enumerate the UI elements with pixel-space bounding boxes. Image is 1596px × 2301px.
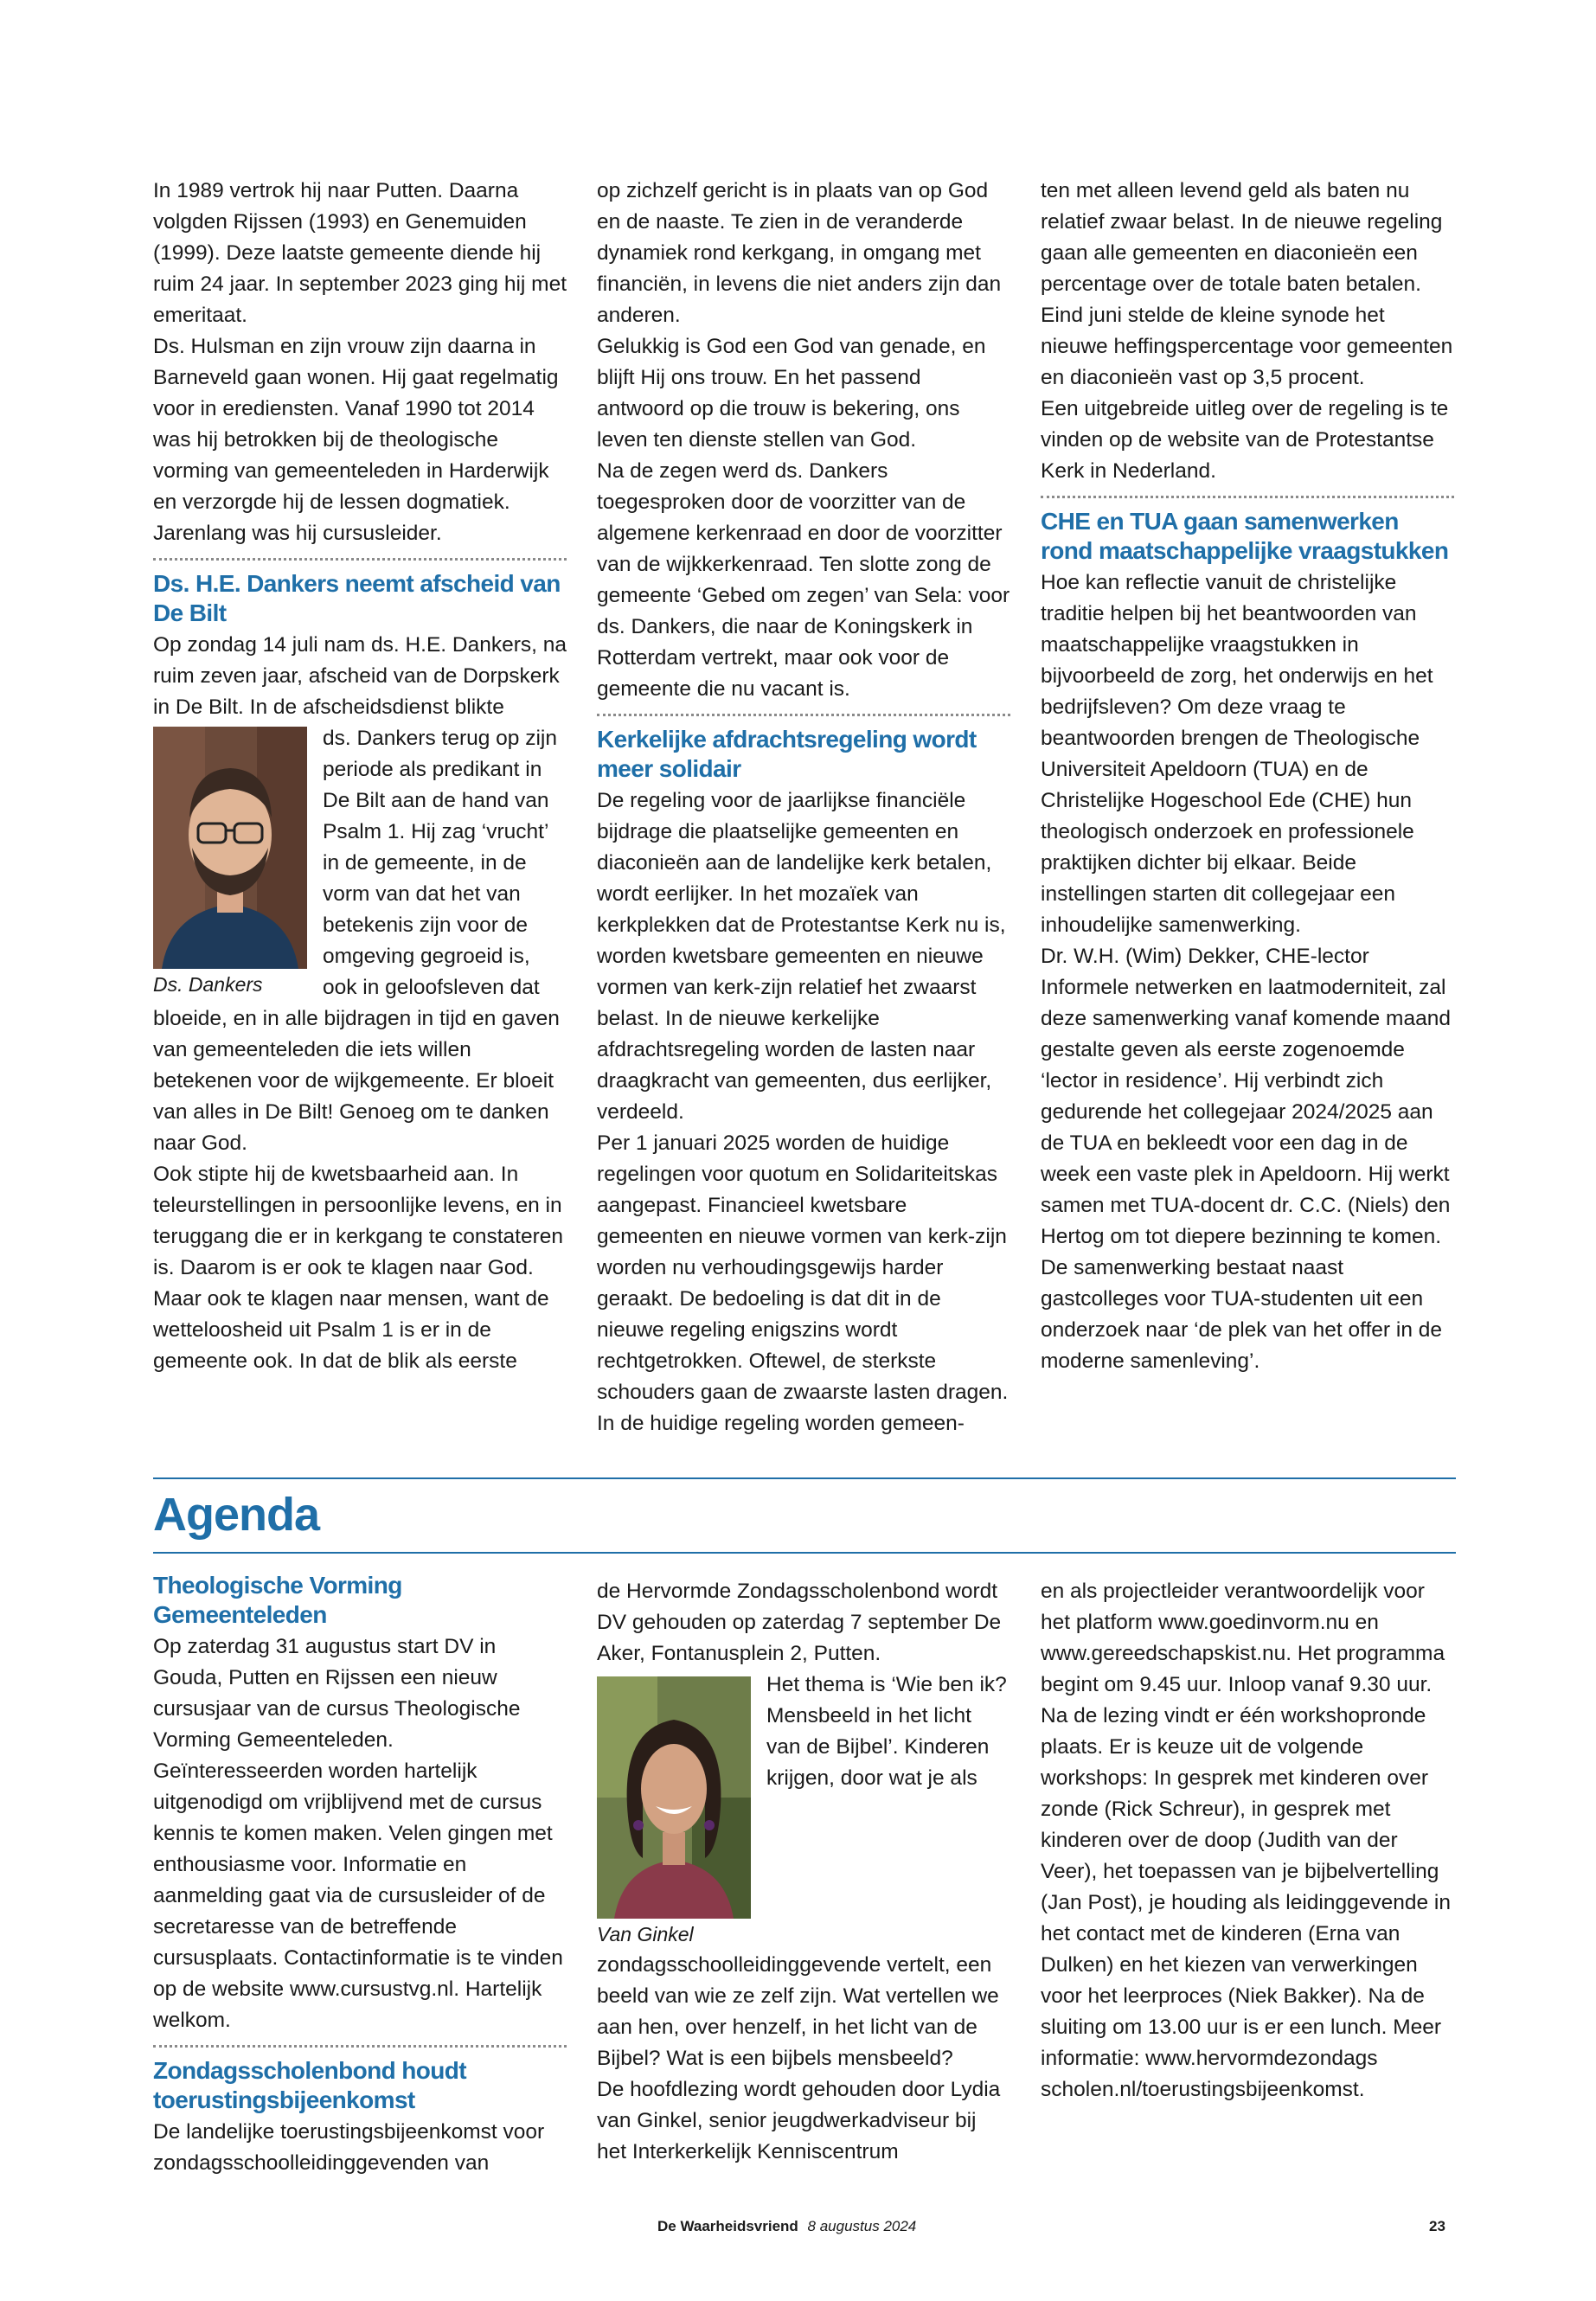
article-paragraph: ds. Dankers terug op zijn periode als predikant in De Bilt aan de hand van Psalm 1. Hij zag ‘vrucht’ in de gemeente, in de vorm van dat het van betekenis zijn voor de omgeving gegroeid is, ook in geloofsleven dat bloeide, en in alle bijdragen in tijd en gaven van gemeenteleden die iets willen betekenen voor de wijkgemeente. Er bloeit van alles in De Bilt! Genoeg om te danken naar God. bbox=[153, 727, 560, 1155]
photo-figure bbox=[597, 1676, 751, 1950]
column-1-agenda bbox=[153, 1571, 567, 2179]
issue-date: 8 augustus 2024 bbox=[807, 2218, 917, 2234]
portrait-photo-van-ginkel bbox=[597, 1676, 751, 1919]
article-paragraph: op zichzelf gericht is in plaats van op God en de naaste. Te zien in de veranderde dynamiek rond kerkgang, in omgang met financiën, in levens die niet anders zijn dan anderen. bbox=[597, 179, 1002, 327]
article-paragraph: De regeling voor de jaarlijkse financiële bijdrage die plaatselijke gemeenten en diaconieën aan de landelijke kerk betalen, wordt eerlijker. In het mozaïek van kerkplekken dat de Protestantse Kerk nu is, worden kwetsbare gemeenten en nieuwe vormen van kerk-zijn relatief het zwaarst belast. In de nieuwe kerkelijke afdrachtsregeling worden de lasten naar draagkracht van gemeenten, dus eerlijker, verdeeld. bbox=[597, 789, 1006, 1124]
publication-name: De Waarheidsvriend bbox=[657, 2218, 798, 2234]
article-paragraph: De landelijke toerustingsbijeenkomst voor zondagsschoolleidinggevenden van bbox=[153, 2120, 545, 2175]
portrait-illustration bbox=[597, 1676, 751, 1919]
article-paragraph: De hoofdlezing wordt gehouden door Lydia van Ginkel, senior jeugdwerkadviseur bij het Interkerkelijk Kenniscentrum bbox=[597, 2078, 1001, 2163]
photo-caption: Ds. Dankers bbox=[153, 973, 263, 996]
column-1-top bbox=[153, 176, 567, 1377]
section-heading-afdracht: Kerkelijke afdrachtsregeling wordt meer solidair bbox=[597, 726, 977, 782]
column-2-agenda bbox=[597, 1576, 1010, 2168]
article-paragraph: ten met alleen levend geld als baten nu relatief zwaar belast. In de nieuwe regeling gaan alle gemeenten en diaconieën een percentage over de totale baten betalen. Eind juni stelde de kleine synode het nieuwe heffingspercentage voor gemeenten en diaconieën vast op 3,5 procent. bbox=[1041, 179, 1453, 389]
article-paragraph: Gelukkig is God een God van genade, en blijft Hij ons trouw. En het passend antwoord op die trouw is bekering, ons leven ten dienste stellen van God. bbox=[597, 335, 986, 452]
article-paragraph: Hoe kan reflectie vanuit de christelijke traditie helpen bij het beantwoorden van maatschappelijke vraagstukken in bijvoorbeeld de zorg, het onderwijs en het bedrijfsleven? Om deze vraag te beantwoorden brengen de Theologische Universiteit Apeldoorn (TUA) en de Christelijke Hogeschool Ede (CHE) hun theologisch onderzoek en professionele praktijken dichter bij elkaar. Beide instellingen starten dit collegejaar een inhoudelijke samenwerking. bbox=[1041, 571, 1433, 937]
dotted-divider bbox=[597, 714, 1010, 716]
article-paragraph: Een uitgebreide uitleg over de regeling is te vinden op de website van de Protestantse Kerk in Nederland. bbox=[1041, 397, 1449, 483]
section-heading-che-tua: CHE en TUA gaan samenwerken rond maatschappelijke vraagstukken bbox=[1041, 508, 1449, 564]
article-paragraph: Op zondag 14 juli nam ds. H.E. Dankers, na ruim zeven jaar, afscheid van de Dorpskerk in De Bilt. In de afscheidsdienst blikte bbox=[153, 633, 567, 719]
article-paragraph: Na de zegen werd ds. Dankers toegesproken door de voorzitter van de algemene kerkenraad en door de voorzitter van de wijkkerkenraad. Ten slotte zong de gemeente ‘Gebed om zegen’ van Sela: voor ds. Dankers, die naar de Koningskerk in Rotterdam vertrekt, maar ook voor de gemeente die nu vacant is. bbox=[597, 459, 1010, 701]
section-heading-tvg: Theologische Vorming Gemeenteleden bbox=[153, 1572, 402, 1628]
article-paragraph: Na de lezing vindt er één workshopronde plaats. Er is keuze uit de volgende workshops: In gesprek met kinderen over zonde (Rick Schreur), in gesprek met kinderen over de doop (Judith van der Veer), het toepassen van je bijbelvertelling (Jan Post), je houding als leidinggevende in het contact met de kinderen (Erna van Dulken) en het kiezen van verwerkingen voor het leerproces (Niek Bakker). Na de sluiting om 13.00 uur is er een lunch. Meer informatie: www.hervormdezondags scholen.nl/toerustingsbijeenkomst. bbox=[1041, 1704, 1451, 2101]
agenda-title: Agenda bbox=[153, 1489, 320, 1541]
article-paragraph: Dr. W.H. (Wim) Dekker, CHE-lector Informele netwerken en laatmoderniteit, zal deze samenwerking vanaf komende maand gestalte geven als eerste zogenoemde ‘lector in residence’. Hij verbindt zich gedurende het collegejaar 2024/2025 aan de TUA en bekleedt voor een dag in de week een vaste plek in Apeldoorn. Hij werkt samen met TUA-docent dr. C.C. (Niels) den Hertog om tot diepere bezinning te komen. bbox=[1041, 945, 1451, 1248]
column-3-top bbox=[1041, 176, 1454, 1377]
article-paragraph: Maar ook te klagen naar mensen, want de wetteloosheid uit Psalm 1 is er in de gemeente ook. In dat de blik als eerste bbox=[153, 1287, 549, 1373]
agenda-bottom-rule bbox=[153, 1552, 1456, 1554]
section-heading-dankers: Ds. H.E. Dankers neemt afscheid van De Bilt bbox=[153, 570, 561, 626]
page-footer bbox=[657, 2217, 916, 2236]
article-paragraph: Het thema is ‘Wie ben ik? Mensbeeld in het licht van de Bijbel’. Kinderen krijgen, door wat je als zondagsschoolleidinggevende vertelt, een beeld van wie ze zelf zijn. Wat vertellen we aan hen, over henzelf, in het licht van de Bijbel? Wat is een bijbels mensbeeld? bbox=[597, 1673, 1007, 2070]
portrait-illustration bbox=[153, 727, 307, 969]
column-2-top bbox=[597, 176, 1010, 1439]
dotted-divider bbox=[153, 558, 567, 561]
article-paragraph: Ook stipte hij de kwetsbaarheid aan. In teleurstellingen in persoonlijke levens, en in teruggang die er in kerkgang te constateren is. Daarom is er ook te klagen naar God. bbox=[153, 1163, 563, 1279]
article-paragraph: De samenwerking bestaat naast gastcolleges voor TUA-studenten uit een onderzoek naar ‘de plek van het offer in de moderne samenleving’. bbox=[1041, 1256, 1443, 1373]
photo-figure bbox=[153, 727, 307, 1000]
page-number: 23 bbox=[1429, 2218, 1445, 2234]
article-paragraph: Per 1 januari 2025 worden de huidige regelingen voor quotum en Solidariteitskas aangepast. Financieel kwetsbare gemeenten en nieuwe vormen van kerk-zijn worden nu verhoudingsgewijs harder geraakt. De bedoeling is dat dit in de nieuwe regeling enigszins wordt rechtgetrokken. Oftewel, de sterkste schouders gaan de zwaarste lasten dragen. bbox=[597, 1131, 1009, 1404]
dotted-divider bbox=[1041, 496, 1454, 498]
article-paragraph: en als projectleider verantwoordelijk voor het platform www.goedinvorm.nu en www.gereedschapskist.nu. Het programma begint om 9.45 uur. Inloop vanaf 9.30 uur. bbox=[1041, 1580, 1445, 1696]
dotted-divider bbox=[153, 2045, 567, 2048]
article-paragraph: In 1989 vertrok hij naar Putten. Daarna volgden Rijssen (1993) en Genemuiden (1999). Deze laatste gemeente diende hij ruim 24 jaar. In september 2023 ging hij met emeritaat. bbox=[153, 179, 567, 327]
agenda-top-rule bbox=[153, 1477, 1456, 1479]
column-3-agenda bbox=[1041, 1576, 1454, 2106]
article-paragraph: In de huidige regeling worden gemeen- bbox=[597, 1412, 965, 1435]
section-heading-zondagsscholenbond: Zondagsscholenbond houdt toerustingsbijeenkomst bbox=[153, 2057, 467, 2113]
photo-caption: Van Ginkel bbox=[597, 1923, 694, 1945]
portrait-photo-dankers bbox=[153, 727, 307, 969]
article-paragraph: de Hervormde Zondagsscholenbond wordt DV gehouden op zaterdag 7 september De Aker, Fontanusplein 2, Putten. bbox=[597, 1580, 1002, 1665]
article-paragraph: Ds. Hulsman en zijn vrouw zijn daarna in Barneveld gaan wonen. Hij gaat regelmatig voor in erediensten. Vanaf 1990 tot 2014 was hij betrokken bij de theologische vorming van gemeenteleden in Harderwijk en verzorgde hij de lessen dogmatiek. Jarenlang was hij cursusleider. bbox=[153, 335, 559, 545]
article-paragraph: Op zaterdag 31 augustus start DV in Gouda, Putten en Rijssen een nieuw cursusjaar van de cursus Theologische Vorming Gemeenteleden. Geïnteresseerden worden hartelijk uitgenodigd om vrijblijvend met de cursus kennis te komen maken. Velen gingen met enthousiasme voor. Informatie en aanmelding gaat via de cursusleider of de secretaresse van de betreffende cursusplaats. Contactinformatie is te vinden op de website www.cursustvg.nl. Hartelijk welkom. bbox=[153, 1635, 563, 2032]
